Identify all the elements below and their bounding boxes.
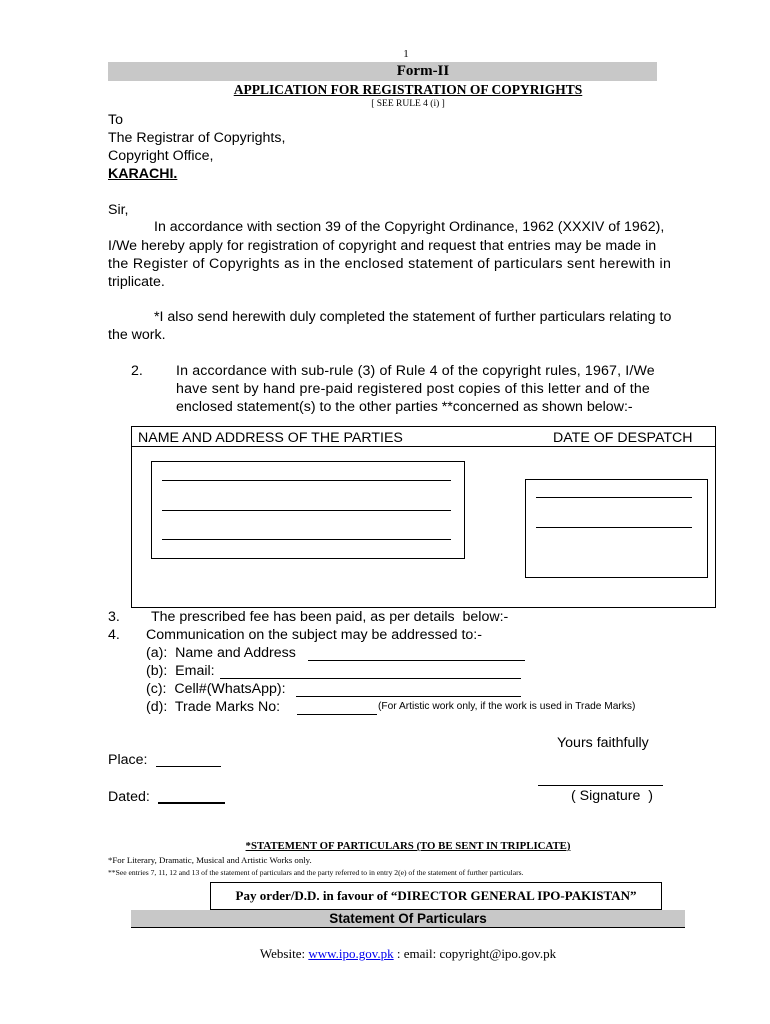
- contact-name-field[interactable]: [308, 660, 525, 661]
- address-office: Copyright Office,: [108, 148, 214, 164]
- footer-email: : email: copyright@ipo.gov.pk: [393, 946, 557, 961]
- statement-bar-label: Statement Of Particulars: [329, 911, 487, 926]
- place-label: Place:: [108, 752, 148, 768]
- rule-reference: [ SEE RULE 4 (i) ]: [371, 99, 445, 109]
- dated-field[interactable]: [158, 802, 225, 804]
- signature-label: ( Signature ): [571, 788, 654, 804]
- footnote-entries: **See entries 7, 11, 12 and 13 of the statement of particulars and the party referred to in entry 2(e) of the statement of further particulars.: [108, 868, 524, 877]
- form-label: Form-II: [396, 63, 450, 79]
- website-link[interactable]: www.ipo.gov.pk: [308, 946, 394, 961]
- contact-cell-field[interactable]: [296, 696, 521, 697]
- pay-order-payee: “DIRECTOR GENERAL IPO-PAKISTAN”: [390, 888, 637, 903]
- para1-line3: the Register of Copyrights as in the enclosed statement of particulars sent herewith in: [108, 256, 672, 272]
- para2-line2: the work.: [108, 327, 166, 343]
- salutation: Sir,: [108, 202, 129, 218]
- para1-line4: triplicate.: [108, 274, 165, 290]
- dated-label: Dated:: [108, 789, 150, 805]
- para1-line1: In accordance with section 39 of the Copyright Ordinance, 1962 (XXXIV of 1962),: [154, 219, 665, 235]
- party-address-line-1[interactable]: [162, 480, 451, 481]
- item2-line2: have sent by hand pre-paid registered post copies of this letter and of the: [176, 381, 651, 397]
- address-to: To: [108, 112, 123, 128]
- parties-col-name: NAME AND ADDRESS OF THE PARTIES: [138, 430, 403, 446]
- item2-line1: In accordance with sub-rule (3) of Rule 4 of the copyright rules, 1967, I/We: [176, 363, 655, 379]
- contact-name-label: (a): Name and Address: [146, 645, 296, 661]
- para2-line1: *I also send herewith duly completed the statement of further particulars relating to: [154, 309, 672, 325]
- party-address-line-3[interactable]: [162, 539, 451, 540]
- page-number: 1: [403, 48, 409, 60]
- item4-text: Communication on the subject may be addressed to:-: [146, 627, 482, 643]
- signature-line[interactable]: [538, 785, 663, 786]
- party-address-line-2[interactable]: [162, 510, 451, 511]
- place-field[interactable]: [156, 766, 221, 767]
- contact-email-field[interactable]: [220, 678, 521, 679]
- parties-col-date: DATE OF DESPATCH: [553, 430, 693, 446]
- form-title: APPLICATION FOR REGISTRATION OF COPYRIGHTS: [233, 82, 583, 97]
- item3-number: 3.: [108, 609, 120, 625]
- pay-order-text: [210, 888, 662, 904]
- item4-number: 4.: [108, 627, 120, 643]
- footer: [0, 946, 770, 962]
- trade-marks-label: (d): Trade Marks No:: [146, 699, 281, 715]
- item2-line3: enclosed statement(s) to the other parties **concerned as shown below:-: [176, 399, 633, 415]
- para1-line2: I/We hereby apply for registration of copyright and request that entries may be made in: [108, 238, 657, 254]
- contact-cell-label: (c): Cell#(WhatsApp):: [146, 681, 286, 697]
- yours-faithfully: Yours faithfully: [557, 735, 649, 751]
- footnote-literary: *For Literary, Dramatic, Musical and Artistic Works only.: [108, 855, 312, 865]
- item2-number: 2.: [131, 363, 143, 379]
- trade-marks-note: (For Artistic work only, if the work is used in Trade Marks): [378, 701, 636, 712]
- despatch-date-box[interactable]: [525, 479, 708, 578]
- address-city: KARACHI.: [108, 166, 178, 182]
- address-registrar: The Registrar of Copyrights,: [108, 130, 286, 146]
- contact-email-label: (b): Email:: [146, 663, 215, 679]
- trade-marks-field[interactable]: [297, 714, 377, 715]
- footer-website-label: Website:: [259, 946, 309, 961]
- despatch-date-line-2[interactable]: [536, 527, 692, 528]
- statement-heading: *STATEMENT OF PARTICULARS (TO BE SENT IN TRIPLICATE): [245, 840, 571, 852]
- item3-text: The prescribed fee has been paid, as per details below:-: [151, 609, 509, 625]
- pay-order-prefix: Pay order/D.D. in favour of: [235, 888, 391, 903]
- despatch-date-line-1[interactable]: [536, 497, 692, 498]
